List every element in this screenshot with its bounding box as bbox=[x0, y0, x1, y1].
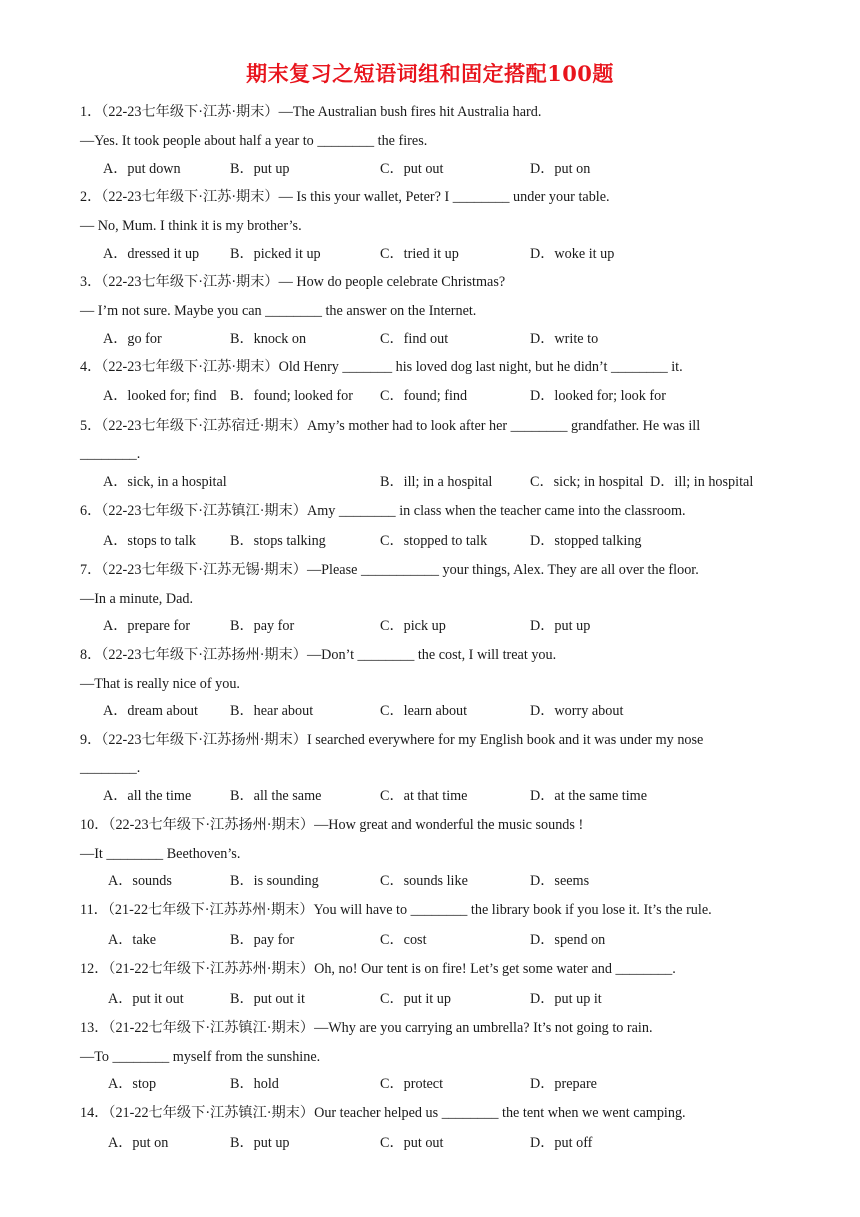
option-d[interactable]: D．prepare bbox=[530, 1076, 597, 1092]
option-b[interactable]: B．pay for bbox=[230, 932, 295, 948]
question-stem: 10．（22-23七年级下·江苏扬州·期末）—How great and wonderful the music sounds ! bbox=[80, 817, 584, 833]
option-a[interactable]: A．prepare for bbox=[103, 618, 191, 634]
option-d[interactable]: D．put up bbox=[530, 618, 591, 634]
option-d[interactable]: D．write to bbox=[530, 331, 599, 347]
question-stem: 9．（22-23七年级下·江苏扬州·期末）I searched everywhere for my English book and it was under my nose bbox=[80, 732, 704, 748]
option-b[interactable]: B．put out it bbox=[230, 991, 305, 1007]
question-stem: 4．（22-23七年级下·江苏·期末）Old Henry _______ his loved dog last night, but he didn’t ________ it. bbox=[80, 359, 683, 375]
question-stem: ________. bbox=[80, 446, 141, 462]
option-d[interactable]: D．put up it bbox=[530, 991, 602, 1007]
question-stem: —Yes. It took people about half a year to ________ the fires. bbox=[80, 133, 428, 149]
option-b[interactable]: B．hear about bbox=[230, 703, 314, 719]
option-b[interactable]: B．hold bbox=[230, 1076, 279, 1092]
option-b[interactable]: B．pay for bbox=[230, 618, 295, 634]
question-stem: 2．（22-23七年级下·江苏·期末）— Is this your wallet, Peter? I ________ under your table. bbox=[80, 189, 610, 205]
question-stem: 8．（22-23七年级下·江苏扬州·期末）—Don’t ________ the cost, I will treat you. bbox=[80, 647, 557, 663]
option-d[interactable]: D．seems bbox=[530, 873, 590, 889]
question-stem: —That is really nice of you. bbox=[80, 676, 240, 692]
option-b[interactable]: B．picked it up bbox=[230, 246, 321, 262]
option-b[interactable]: B．stops talking bbox=[230, 533, 326, 549]
question-stem: 5．（22-23七年级下·江苏宿迁·期末）Amy’s mother had to look after her ________ grandfather. He was ill bbox=[80, 418, 701, 434]
page-title: 期末复习之短语词组和固定搭配100题 bbox=[246, 61, 614, 86]
option-c[interactable]: C．at that time bbox=[380, 788, 468, 804]
option-c[interactable]: C．learn about bbox=[380, 703, 468, 719]
option-c[interactable]: C．put it up bbox=[380, 991, 451, 1007]
option-d[interactable]: D．ill; in hospital bbox=[650, 474, 754, 490]
question-stem: 7．（22-23七年级下·江苏无锡·期末）—Please ___________ your things, Alex. They are all over the floor. bbox=[80, 562, 699, 578]
option-b[interactable]: B．found; looked for bbox=[230, 388, 353, 404]
option-a[interactable]: A．put it out bbox=[108, 991, 184, 1007]
option-a[interactable]: A．looked for; find bbox=[103, 388, 217, 404]
option-d[interactable]: D．put off bbox=[530, 1135, 593, 1151]
option-c[interactable]: C．sick; in hospital bbox=[530, 474, 644, 490]
option-b[interactable]: B．ill; in a hospital bbox=[380, 474, 493, 490]
option-c[interactable]: C．stopped to talk bbox=[380, 533, 488, 549]
option-a[interactable]: A．dream about bbox=[103, 703, 198, 719]
question-stem: —It ________ Beethoven’s. bbox=[80, 846, 241, 862]
option-d[interactable]: D．put on bbox=[530, 161, 591, 177]
question-stem: 14．（21-22七年级下·江苏镇江·期末）Our teacher helped us ________ the tent when we went camping. bbox=[80, 1105, 686, 1121]
option-a[interactable]: A．sounds bbox=[108, 873, 172, 889]
option-b[interactable]: B．put up bbox=[230, 1135, 290, 1151]
option-d[interactable]: D．looked for; look for bbox=[530, 388, 666, 404]
option-b[interactable]: B．knock on bbox=[230, 331, 307, 347]
question-stem: ________. bbox=[80, 760, 141, 776]
option-b[interactable]: B．is sounding bbox=[230, 873, 319, 889]
option-c[interactable]: C．put out bbox=[380, 161, 444, 177]
option-a[interactable]: A．stop bbox=[108, 1076, 157, 1092]
option-a[interactable]: A．take bbox=[108, 932, 157, 948]
question-stem: — No, Mum. I think it is my brother’s. bbox=[80, 218, 302, 234]
option-d[interactable]: D．at the same time bbox=[530, 788, 648, 804]
option-c[interactable]: C．found; find bbox=[380, 388, 468, 404]
option-d[interactable]: D．worry about bbox=[530, 703, 624, 719]
option-a[interactable]: A．go for bbox=[103, 331, 162, 347]
option-d[interactable]: D．woke it up bbox=[530, 246, 615, 262]
option-c[interactable]: C．pick up bbox=[380, 618, 446, 634]
option-c[interactable]: C．put out bbox=[380, 1135, 444, 1151]
option-d[interactable]: D．stopped talking bbox=[530, 533, 642, 549]
option-a[interactable]: A．stops to talk bbox=[103, 533, 197, 549]
question-stem: —In a minute, Dad. bbox=[80, 591, 194, 607]
option-b[interactable]: B．all the same bbox=[230, 788, 322, 804]
question-stem: 11．（21-22七年级下·江苏苏州·期末）You will have to ________ the library book if you lose it. It’s the rule. bbox=[80, 902, 712, 918]
question-stem: 1．（22-23七年级下·江苏·期末）—The Australian bush fires hit Australia hard. bbox=[80, 104, 542, 120]
option-c[interactable]: C．find out bbox=[380, 331, 449, 347]
option-b[interactable]: B．put up bbox=[230, 161, 290, 177]
option-a[interactable]: A．sick, in a hospital bbox=[103, 474, 227, 490]
question-stem: 13．（21-22七年级下·江苏镇江·期末）—Why are you carrying an umbrella? It’s not going to rain. bbox=[80, 1020, 653, 1036]
question-stem: — I’m not sure. Maybe you can ________ the answer on the Internet. bbox=[80, 303, 477, 319]
option-d[interactable]: D．spend on bbox=[530, 932, 606, 948]
question-stem: 12．（21-22七年级下·江苏苏州·期末）Oh, no! Our tent is on fire! Let’s get some water and ________. bbox=[80, 961, 676, 977]
question-stem: 6．（22-23七年级下·江苏镇江·期末）Amy ________ in class when the teacher came into the classroom. bbox=[80, 503, 686, 519]
option-c[interactable]: C．protect bbox=[380, 1076, 444, 1092]
question-stem: 3．（22-23七年级下·江苏·期末）— How do people celebrate Christmas? bbox=[80, 274, 506, 290]
option-a[interactable]: A．dressed it up bbox=[103, 246, 200, 262]
option-a[interactable]: A．put on bbox=[108, 1135, 169, 1151]
option-a[interactable]: A．put down bbox=[103, 161, 181, 177]
option-c[interactable]: C．tried it up bbox=[380, 246, 459, 262]
question-stem: —To ________ myself from the sunshine. bbox=[80, 1049, 321, 1065]
option-a[interactable]: A．all the time bbox=[103, 788, 192, 804]
option-c[interactable]: C．sounds like bbox=[380, 873, 468, 889]
option-c[interactable]: C．cost bbox=[380, 932, 427, 948]
